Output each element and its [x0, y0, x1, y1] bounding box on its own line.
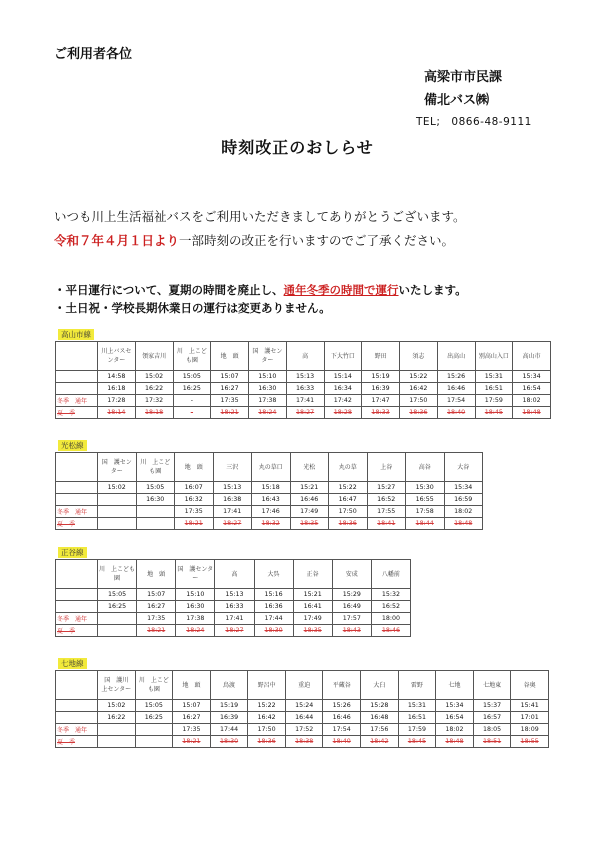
departure-time: 17:41: [286, 395, 324, 407]
departure-time: 17:42: [324, 395, 362, 407]
departure-time: 18:46: [371, 625, 410, 637]
row-label-header: [56, 671, 98, 700]
departure-time: 17:54: [437, 395, 475, 407]
departure-time: 15:07: [173, 700, 211, 712]
stop-name: 国 護センター: [249, 342, 287, 371]
departure-time: 18:00: [371, 613, 410, 625]
departure-time: 18:02: [513, 395, 551, 407]
table-row: [56, 518, 483, 530]
departure-time: 17:50: [248, 724, 286, 736]
departure-time: 17:59: [398, 724, 436, 736]
table-row: [56, 407, 551, 419]
stop-name: 川 上こども園: [98, 560, 137, 589]
departure-time: 15:19: [362, 371, 400, 383]
row-label: [56, 494, 98, 506]
departure-time: [135, 724, 173, 736]
stop-name: 重迫: [285, 671, 323, 700]
departure-time: 18:42: [361, 736, 399, 748]
departure-time: 18:21: [211, 407, 249, 419]
stop-name: 高山市: [513, 342, 551, 371]
departure-time: 16:39: [362, 383, 400, 395]
stop-name: 高谷: [406, 453, 445, 482]
intro-line-2: [54, 231, 454, 249]
stop-name: 川 上こども園: [173, 342, 211, 371]
table-row: [56, 736, 549, 748]
organization-bus: 備北バス㈱: [424, 93, 490, 108]
departure-time: 17:38: [249, 395, 287, 407]
departure-time: 15:26: [323, 700, 361, 712]
departure-time: 18:21: [137, 625, 176, 637]
departure-time: 15:34: [436, 700, 474, 712]
departure-time: 16:55: [406, 494, 445, 506]
departure-time: 18:24: [176, 625, 215, 637]
departure-time: 16:34: [324, 383, 362, 395]
stop-name: 三沢: [213, 453, 252, 482]
departure-time: 18:36: [329, 518, 368, 530]
row-label-header: [56, 342, 98, 371]
departure-time: 18:48: [436, 736, 474, 748]
departure-time: 18:44: [406, 518, 445, 530]
row-label: 夏 季: [56, 518, 98, 530]
stop-name: 大谷: [444, 453, 483, 482]
note-weekday-highlight: 通年冬季の時間で運行: [283, 283, 399, 297]
stop-name: 国 護センター: [176, 560, 215, 589]
departure-time: 18:45: [475, 407, 513, 419]
departure-time: 15:16: [254, 589, 293, 601]
stop-name: 八幡前: [371, 560, 410, 589]
telephone: TEL; 0866-48-9111: [416, 116, 532, 128]
stop-name: 丸の草口: [252, 453, 291, 482]
departure-time: 17:28: [98, 395, 136, 407]
departure-time: 17:54: [323, 724, 361, 736]
stop-name: 大臼: [361, 671, 399, 700]
departure-time: 16:30: [249, 383, 287, 395]
departure-time: 18:28: [324, 407, 362, 419]
departure-time: 15:34: [444, 482, 483, 494]
departure-time: 17:44: [254, 613, 293, 625]
note-weekday-post: いたします。: [398, 283, 467, 297]
departure-time: 14:58: [98, 371, 136, 383]
departure-time: 16:51: [475, 383, 513, 395]
departure-time: 18:27: [215, 625, 254, 637]
departure-time: 15:05: [136, 482, 175, 494]
table-row: [56, 589, 411, 601]
departure-time: 18:02: [444, 506, 483, 518]
departure-time: [98, 613, 137, 625]
row-label: 冬季 通年: [56, 613, 98, 625]
route-label: 正谷線: [58, 547, 87, 558]
route-label: 高山市線: [58, 329, 94, 340]
departure-time: [98, 736, 136, 748]
departure-time: 18:32: [252, 518, 291, 530]
table-row: [56, 494, 483, 506]
departure-time: 16:52: [367, 494, 406, 506]
departure-time: 15:05: [135, 700, 173, 712]
departure-time: 18:40: [437, 407, 475, 419]
row-label: [56, 601, 98, 613]
departure-time: 18:36: [400, 407, 438, 419]
row-label: 冬季 通年: [56, 395, 98, 407]
table-row: [56, 700, 549, 712]
stop-name: 安成: [332, 560, 371, 589]
departure-time: 17:56: [361, 724, 399, 736]
departure-time: 16:43: [252, 494, 291, 506]
departure-time: 16:48: [361, 712, 399, 724]
note-weekend: ・土日祝・学校長期休業日の運行は変更ありません。: [54, 301, 331, 315]
departure-time: 16:22: [135, 383, 173, 395]
row-label: [56, 482, 98, 494]
departure-time: 17:35: [173, 724, 211, 736]
stop-name: 雷野: [398, 671, 436, 700]
stop-name: 高: [215, 560, 254, 589]
row-label: 夏 季: [56, 407, 98, 419]
row-label: 冬季 通年: [56, 724, 98, 736]
stop-name: 大呉: [254, 560, 293, 589]
departure-time: 15:41: [511, 700, 549, 712]
departure-time: 16:27: [211, 383, 249, 395]
stop-name: 川 上こども園: [136, 453, 175, 482]
intro-line-1: いつも川上生活福祉バスをご利用いただきましてありがとうございます。: [54, 209, 466, 224]
departure-time: 17:49: [293, 613, 332, 625]
departure-time: 17:01: [511, 712, 549, 724]
departure-time: 17:35: [175, 506, 214, 518]
departure-time: 15:28: [361, 700, 399, 712]
departure-time: 18:40: [323, 736, 361, 748]
departure-time: 16:30: [176, 601, 215, 613]
departure-time: 18:24: [249, 407, 287, 419]
departure-time: 17:38: [176, 613, 215, 625]
table-row: [56, 371, 551, 383]
stop-name: 上谷: [367, 453, 406, 482]
departure-time: 18:41: [367, 518, 406, 530]
row-label-header: [56, 560, 98, 589]
departure-time: 16:57: [473, 712, 511, 724]
stop-name: 川 上こども園: [135, 671, 173, 700]
departure-time: 15:14: [324, 371, 362, 383]
departure-time: -: [173, 395, 211, 407]
departure-time: 15:34: [513, 371, 551, 383]
timetable: [55, 452, 483, 530]
row-label-header: [56, 453, 98, 482]
row-label: [56, 589, 98, 601]
departure-time: 15:32: [371, 589, 410, 601]
departure-time: 15:07: [211, 371, 249, 383]
stop-name: 川上バスセンター: [98, 342, 136, 371]
departure-time: 17:32: [135, 395, 173, 407]
departure-time: 17:46: [252, 506, 291, 518]
table-row: [56, 625, 411, 637]
departure-time: 15:22: [248, 700, 286, 712]
route-label: 七地線: [58, 658, 87, 669]
table-row: [56, 395, 551, 407]
departure-time: 15:13: [215, 589, 254, 601]
table-row: [56, 383, 551, 395]
departure-time: [136, 506, 175, 518]
departure-time: 15:10: [176, 589, 215, 601]
page-title: 時刻改正のおしらせ: [221, 138, 374, 157]
departure-time: 15:07: [137, 589, 176, 601]
timetable: [55, 559, 411, 637]
departure-time: 17:35: [137, 613, 176, 625]
departure-time: 16:27: [137, 601, 176, 613]
table-row: [56, 712, 549, 724]
departure-time: 18:38: [285, 736, 323, 748]
stop-name: 丸の草: [329, 453, 368, 482]
departure-time: 18:55: [511, 736, 549, 748]
stop-name: 鳥渡: [210, 671, 248, 700]
stop-name: 平蔵谷: [323, 671, 361, 700]
table-row: [56, 482, 483, 494]
departure-time: 18:14: [98, 407, 136, 419]
departure-time: 15:22: [329, 482, 368, 494]
departure-time: 18:02: [436, 724, 474, 736]
departure-time: 18:27: [286, 407, 324, 419]
effective-date: 令和７年４月１日より: [54, 233, 180, 248]
row-label: [56, 383, 98, 395]
stop-name: 地 頭: [211, 342, 249, 371]
departure-time: 16:41: [293, 601, 332, 613]
departure-time: 18:30: [254, 625, 293, 637]
departure-time: [98, 494, 137, 506]
departure-time: [135, 736, 173, 748]
departure-time: 15:13: [286, 371, 324, 383]
departure-time: 18:36: [248, 736, 286, 748]
departure-time: 17:49: [290, 506, 329, 518]
departure-time: 16:54: [436, 712, 474, 724]
row-label: [56, 700, 98, 712]
departure-time: 16:36: [254, 601, 293, 613]
departure-time: 17:52: [285, 724, 323, 736]
departure-time: -: [173, 407, 211, 419]
departure-time: 15:10: [249, 371, 287, 383]
stop-name: 別高山入口: [475, 342, 513, 371]
stop-name: 下大竹口: [324, 342, 362, 371]
departure-time: 15:19: [210, 700, 248, 712]
note-weekday: [54, 282, 467, 298]
departure-time: 16:27: [173, 712, 211, 724]
departure-time: 18:43: [332, 625, 371, 637]
departure-time: 17:50: [400, 395, 438, 407]
row-label: 冬季 通年: [56, 506, 98, 518]
departure-time: 15:31: [475, 371, 513, 383]
stop-name: 地 頭: [175, 453, 214, 482]
timetable: [55, 341, 551, 419]
departure-time: 16:42: [400, 383, 438, 395]
departure-time: 16:25: [135, 712, 173, 724]
stop-name: 七地東: [473, 671, 511, 700]
departure-time: 17:58: [406, 506, 445, 518]
departure-time: 18:05: [473, 724, 511, 736]
departure-time: 16:49: [332, 601, 371, 613]
stop-name: 正谷: [293, 560, 332, 589]
departure-time: 18:45: [398, 736, 436, 748]
departure-time: 18:09: [511, 724, 549, 736]
departure-time: 17:59: [475, 395, 513, 407]
stop-name: 出高山: [437, 342, 475, 371]
departure-time: 16:22: [98, 712, 136, 724]
addressee: ご利用者各位: [54, 47, 133, 62]
departure-time: 18:48: [444, 518, 483, 530]
departure-time: 17:41: [213, 506, 252, 518]
stop-name: 須志: [400, 342, 438, 371]
stop-name: 光松: [290, 453, 329, 482]
departure-time: 16:25: [98, 601, 137, 613]
departure-time: 16:33: [215, 601, 254, 613]
departure-time: 17:55: [367, 506, 406, 518]
table-row: [56, 724, 549, 736]
intro-line-2-rest: 一部時刻の改正を行いますのでご了承ください。: [179, 233, 455, 248]
departure-time: 16:51: [398, 712, 436, 724]
departure-time: 15:13: [213, 482, 252, 494]
departure-time: [136, 518, 175, 530]
departure-time: 18:35: [293, 625, 332, 637]
departure-time: 15:05: [98, 589, 137, 601]
stop-name: 地 頭: [173, 671, 211, 700]
departure-time: 18:51: [473, 736, 511, 748]
stop-name: 七地: [436, 671, 474, 700]
departure-time: 15:02: [135, 371, 173, 383]
departure-time: [98, 625, 137, 637]
departure-time: 16:07: [175, 482, 214, 494]
departure-time: 16:38: [213, 494, 252, 506]
departure-time: 15:26: [437, 371, 475, 383]
departure-time: [98, 518, 137, 530]
table-row: [56, 613, 411, 625]
row-label: 夏 季: [56, 736, 98, 748]
note-weekday-pre: ・平日運行について、夏期の時間を廃止し、: [54, 283, 284, 297]
departure-time: 16:42: [248, 712, 286, 724]
departure-time: 16:52: [371, 601, 410, 613]
departure-time: 15:22: [400, 371, 438, 383]
departure-time: 16:54: [513, 383, 551, 395]
departure-time: 18:21: [175, 518, 214, 530]
departure-time: 18:21: [173, 736, 211, 748]
departure-time: 18:35: [290, 518, 329, 530]
departure-time: 15:18: [252, 482, 291, 494]
departure-time: 17:44: [210, 724, 248, 736]
departure-time: [98, 724, 136, 736]
departure-time: 15:21: [290, 482, 329, 494]
departure-time: 15:02: [98, 482, 137, 494]
departure-time: 16:18: [98, 383, 136, 395]
stop-name: 野呂中: [248, 671, 286, 700]
departure-time: [98, 506, 137, 518]
stop-name: 地 頭: [137, 560, 176, 589]
departure-time: 15:37: [473, 700, 511, 712]
stop-name: 領家吉川: [135, 342, 173, 371]
table-row: [56, 601, 411, 613]
stop-name: 野田: [362, 342, 400, 371]
departure-time: 15:21: [293, 589, 332, 601]
departure-time: 18:30: [210, 736, 248, 748]
departure-time: 15:29: [332, 589, 371, 601]
departure-time: 16:44: [285, 712, 323, 724]
departure-time: 18:27: [213, 518, 252, 530]
departure-time: 17:50: [329, 506, 368, 518]
departure-time: 18:18: [135, 407, 173, 419]
row-label: 夏 季: [56, 625, 98, 637]
departure-time: 17:57: [332, 613, 371, 625]
departure-time: 16:59: [444, 494, 483, 506]
row-label: [56, 371, 98, 383]
departure-time: 16:39: [210, 712, 248, 724]
departure-time: 15:30: [406, 482, 445, 494]
organization-city: 高梁市市民課: [424, 70, 503, 85]
departure-time: 17:41: [215, 613, 254, 625]
departure-time: 18:48: [513, 407, 551, 419]
departure-time: 16:46: [290, 494, 329, 506]
departure-time: 16:46: [437, 383, 475, 395]
departure-time: 16:32: [175, 494, 214, 506]
route-label: 光松線: [58, 440, 87, 451]
departure-time: 16:46: [323, 712, 361, 724]
stop-name: 国 護センター: [98, 453, 137, 482]
departure-time: 16:33: [286, 383, 324, 395]
departure-time: 17:35: [211, 395, 249, 407]
row-label: [56, 712, 98, 724]
departure-time: 16:47: [329, 494, 368, 506]
stop-name: 国 護川 上センター: [98, 671, 136, 700]
stop-name: 谷奥: [511, 671, 549, 700]
departure-time: 15:05: [173, 371, 211, 383]
departure-time: 15:24: [285, 700, 323, 712]
departure-time: 16:30: [136, 494, 175, 506]
departure-time: 17:47: [362, 395, 400, 407]
timetable: [55, 670, 549, 748]
departure-time: 15:02: [98, 700, 136, 712]
table-row: [56, 506, 483, 518]
departure-time: 16:25: [173, 383, 211, 395]
departure-time: 18:33: [362, 407, 400, 419]
stop-name: 高: [286, 342, 324, 371]
departure-time: 15:27: [367, 482, 406, 494]
departure-time: 15:31: [398, 700, 436, 712]
